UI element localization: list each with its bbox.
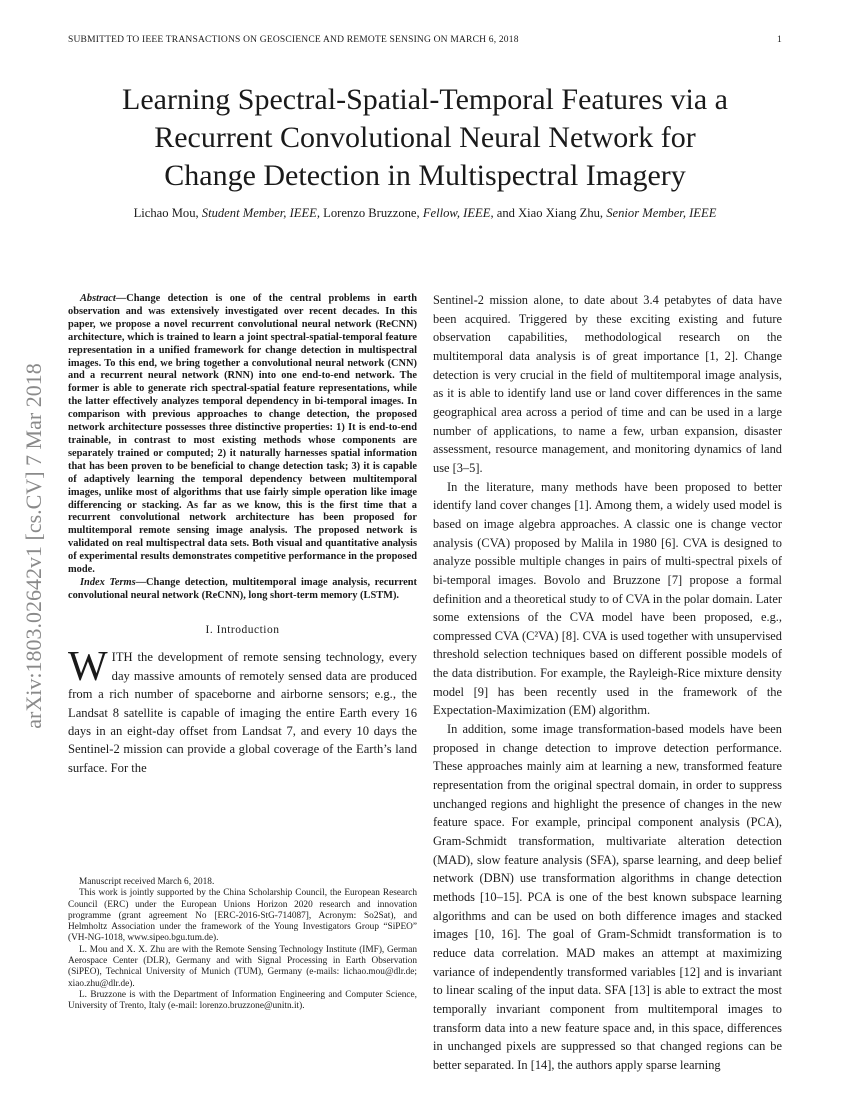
left-column (68, 293, 417, 777)
author-list (68, 205, 782, 222)
arxiv-id: arXiv:1803.02642v1 [cs.CV] 7 Mar 2018 (21, 363, 46, 729)
footnote-funding: This work is jointly supported by the China Scholarship Council, the European Research Council (ERC) under the European Unions Horizon 2020 research and innovation programme (grant agreement No [ERC-2016-StG-714087], Acronym: So2Sat), and Helmholtz Association under the framework of the Young Investigators Group “SiPEO” (VH-NG-1018, www.sipeo.bgu.tum.de). (68, 888, 417, 944)
title-line-1: Learning Spectral-Spatial-Temporal Features via a (122, 83, 728, 116)
running-header (68, 35, 782, 49)
arxiv-watermark (14, 296, 54, 796)
intro-text: ITH the development of remote sensing technology, every day massive amounts of remotely sensed data are produced from a rich number of spaceborne and airborne sensors; e.g., the Landsat 8 satellite is capable of imaging the entire Earth every 16 days in an eight-day offset from Landsat 7, and every 10 days the Sentinel-2 mission can provide a global coverage of the Earth’s land surface. For the (68, 650, 417, 775)
author-2-name: Lorenzo Bruzzone, (320, 206, 423, 220)
drop-cap: W (68, 644, 108, 691)
abstract-label: Abstract (80, 293, 116, 304)
footnote-affiliation-2: L. Bruzzone is with the Department of Information Engineering and Computer Science, University of Trento, Italy (e-mail: lorenzo.bruzzone@unitn.it). (68, 989, 417, 1012)
footnote-received: Manuscript received March 6, 2018. (79, 877, 215, 887)
title-line-3: Change Detection in Multispectral Imagery (164, 159, 686, 192)
footnotes (68, 877, 417, 1013)
intro-paragraph (68, 644, 417, 777)
section-heading-introduction: I. Introduction (205, 623, 280, 636)
journal-header: SUBMITTED TO IEEE TRANSACTIONS ON GEOSCIENCE AND REMOTE SENSING ON MARCH 6, 2018 (68, 35, 519, 45)
abstract-text: —Change detection is one of the central problems in earth observation and was extensively investigated over recent decades. In this paper, we propose a novel recurrent convolutional neural network (ReCNN) architecture, which is trained to learn a joint spectral-spatial-temporal feature representation in a unified framework for change detection in multispectral images. To this end, we bring together a convolutional neural network (CNN) and a recurrent neural network (RNN) into one end-to-end network. The former is able to generate rich spectral-spatial feature representations, while the latter effectively analyzes temporal dependency in bi-temporal images. In comparison with previous approaches to change detection, the proposed network architecture possesses three distinctive properties: 1) It is end-to-end trainable, in contrast to most existing methods whose components are separately trained or computed; 2) it naturally harnesses spatial information that has been proven to be beneficial to change detection task; 3) it is capable of adaptively learning the temporal dependency between multitemporal images, unlike most of algorithms that use fairly simple operation like image differencing or stacking. As far as we know, this is the first time that a recurrent convolutional network architecture has been proposed for multitemporal remote sensing image analysis. The proposed network is validated on real multispectral data sets. Both visual and quantitative analysis of experimental results demonstrates competitive performance in the proposed mode. (68, 293, 417, 576)
author-2-role: Fellow, IEEE, (422, 206, 494, 220)
title-line-2: Recurrent Convolutional Neural Network for (154, 121, 696, 154)
page-number: 1 (777, 35, 782, 45)
index-terms (68, 577, 417, 603)
author-1-name: Lichao Mou, (133, 206, 202, 220)
footnote-affiliation-1: L. Mou and X. X. Zhu are with the Remote Sensing Technology Institute (IMF), German Aerospace Center (DLR), Germany and with Signal Processing in Earth Observation (SiPEO), Technical University of Munich (TUM), Germany (e-mails: lichao.mou@dlr.de; xiao.zhu@dlr.de). (68, 944, 417, 989)
author-3-role: Senior Member, IEEE (606, 206, 717, 220)
right-column (433, 291, 782, 1075)
author-3-name: and Xiao Xiang Zhu, (493, 206, 607, 220)
index-terms-label: Index Terms (80, 576, 136, 588)
right-paragraph-2: In the literature, many methods have been proposed to better identify land cover changes [1]. Among them, a widely used model is based on image algebra approaches. A classic one is change vector analysis (CVA) proposed by Malila in 1980 [6]. CVA is designed to analyze possible multiple changes in pairs of multi-spectral pixels of bi-temporal images. Bovolo and Bruzzone [7] propose a formal definition and a theoretical study to of CVA in the polar domain. Later some extensions of the CVA model have been proposed, e.g., compressed CVA (C²VA) [8]. CVA is used together with unsupervised threshold selection techniques based on different possible models of the data distribution. For example, the Rayleigh-Rice mixture density model [9] has been recently used in the framework of the Expectation-Maximization (EM) algorithm. (433, 479, 782, 718)
right-paragraph-3: In addition, some image transformation-based models have been proposed in change detection to improve detection performance. These approaches mainly aim at learning a new, transformed feature representation from the original spectral domain, in order to suppress unchanged regions and highlight the presence of changes in the new feature space. For example, principal component analysis (PCA), Gram-Schmidt transformation, multivariate alteration detection (MAD), slow feature analysis (SFA), sparse learning, and deep belief network (DBN) use transformation algorithms in change detection methods [10–15]. PCA is one of the best known subspace learning algorithms and can be used on both difference images and stacked images [10, 16]. The goal of Gram-Schmidt transformation is to reduce data correlation. MAD makes an attempt at maximizing variance of independently transformed variables [12] and is invariant to linear scaling of the input data. SFA [13] is able to extract the most temporally invariant component from multitemporal images to transform data into a new feature space and, in this space, differences in unchanged pixels are suppressed so that changed regions can be better separated. In [14], the authors apply sparse learning (433, 722, 782, 1072)
paper-title (68, 81, 782, 195)
index-terms-text: —Change detection, multitemporal image analysis, recurrent convolutional neural network (ReCNN), long short-term memory (LSTM). (68, 576, 417, 601)
right-paragraph-1: Sentinel-2 mission alone, to date about 3.4 petabytes of data have been acquired. Triggered by these exciting existing and future observation capabilities, methodological research on the multitemporal data analysis is of great importance [1, 2]. Change detection is very crucial in the field of multitemporal image analysis, as it is able to identify land use or land cover differences in the same geographical area across a period of time and can be used in a large number of applications, to name a few, urban expansion, disaster assessment, resource management, and monitoring dynamics of land use [3–5]. (433, 293, 782, 475)
abstract (68, 293, 417, 577)
author-1-role: Student Member, IEEE, (201, 206, 321, 220)
